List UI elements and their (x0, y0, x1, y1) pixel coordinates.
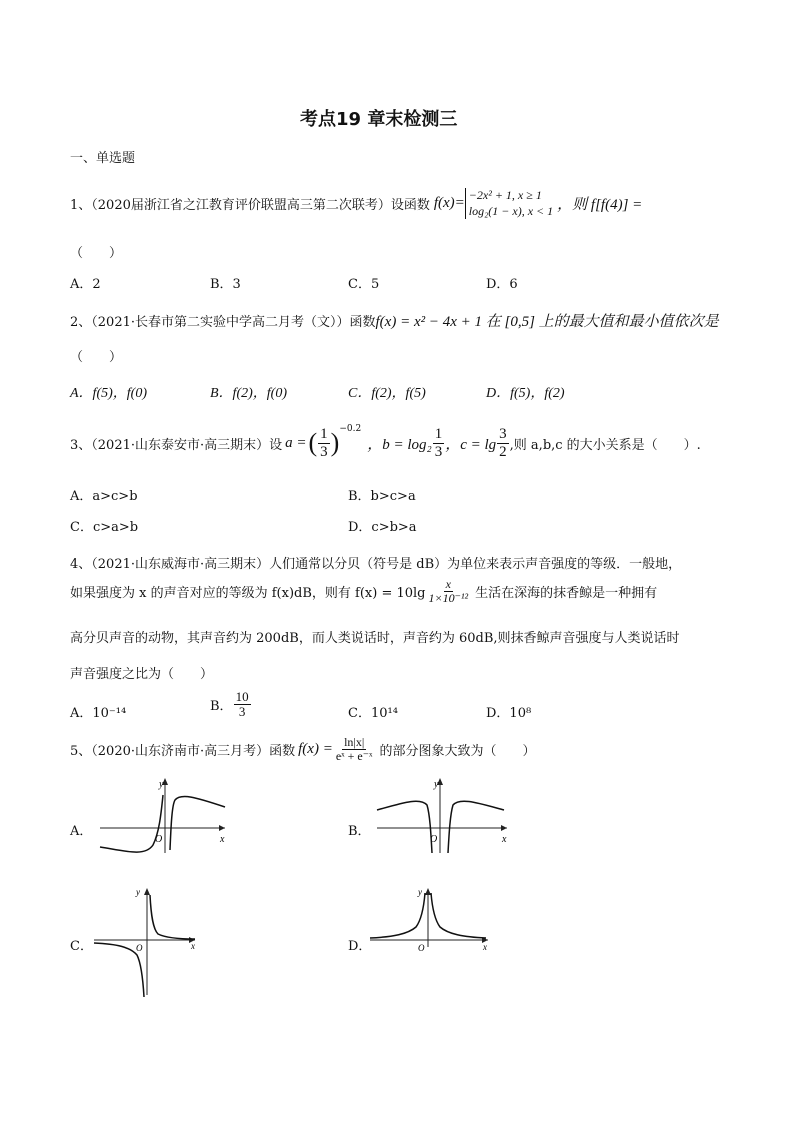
q4-line-1: 4、（2021·山东威海市·高三期末）人们通常以分贝（符号是 dB）为单位来表示声音强度的等级．一般地， (70, 557, 682, 572)
q3-option-a[interactable]: A．a>c>b (70, 489, 138, 504)
q5-option-c[interactable]: C． (70, 939, 93, 954)
q3-suffix: ,则 a,b,c 的大小关系是（ ）. (509, 437, 701, 453)
q2-paren: （ ） (70, 350, 123, 365)
q2-option-c[interactable]: C．f(2)，f(5) (348, 386, 426, 401)
q2-expr: f(x) = x² − 4x + 1 在 [0,5] 上的最大值和最小值依次是 (375, 314, 719, 330)
q3-option-d[interactable]: D．c>b>a (348, 520, 417, 535)
question-3 (70, 426, 701, 460)
q5-graph-b (372, 775, 512, 855)
q5-graph-a (95, 775, 235, 855)
q5-graph-a-origin: O (155, 834, 163, 845)
q4-option-b-fraction (234, 690, 251, 720)
q1-option-b[interactable]: B．3 (210, 277, 241, 292)
q2-prefix: 2、（2021·长春市第二实验中学高二月考（文））函数 (70, 315, 376, 330)
q3-option-c[interactable]: C．c>a>b (70, 520, 139, 535)
q3-b-den: 3 (434, 443, 443, 460)
q4-option-b-label: B． (210, 699, 233, 715)
q5-graph-c (92, 885, 202, 1000)
q3-left-paren: ( (308, 428, 318, 457)
q4-option-b-den: 3 (238, 704, 246, 720)
q1-paren: （ ） (70, 246, 123, 261)
q2-option-b[interactable]: B．f(2)，f(0) (210, 386, 287, 401)
q5-suffix: 的部分图象大致为（ ） (379, 744, 536, 760)
q3-c-fraction (497, 426, 509, 460)
q5-num: ln|x| (344, 735, 365, 749)
q3-b-num: 1 (434, 426, 443, 442)
q4-option-b-num: 10 (235, 689, 249, 704)
q4-option-d[interactable]: D．10⁸ (486, 706, 532, 721)
q1-func: f(x)= (433, 195, 465, 212)
q1-case-2: log₂(1 − x), x < 1 (468, 203, 554, 218)
q5-option-d[interactable]: D． (348, 939, 372, 954)
question-5 (70, 736, 536, 763)
q4-option-a[interactable]: A．10⁻¹⁴ (70, 706, 127, 721)
q5-graph-a-x-label: x (220, 834, 225, 845)
q1-option-d[interactable]: D．6 (486, 277, 518, 292)
q5-option-a[interactable]: A． (70, 824, 93, 839)
q5-func: f(x) = (298, 741, 333, 758)
q3-c-den: 2 (499, 443, 507, 460)
q5-graph-b-x-label: x (502, 834, 507, 845)
section-heading: 一、单选题 (70, 151, 136, 166)
q5-graph-d-x-label: x (483, 942, 487, 952)
q5-graph-c-y-label: y (136, 887, 140, 897)
question-1 (70, 188, 642, 219)
q5-graph-a-y-label: y (159, 779, 164, 790)
question-2 (70, 310, 719, 331)
q4-line-2a: 如果强度为 x 的声音对应的等级为 f(x)dB，则有 f(x) = 10lg (70, 586, 426, 602)
q5-graph-b-origin: O (430, 834, 438, 845)
q4-option-b[interactable] (210, 690, 252, 720)
q3-c-part: ，c = lg (445, 436, 497, 453)
q4-line-3: 高分贝声音的动物，其声音约为 200dB，而人类说话时，声音约为 60dB,则抹香鲸声音强度与人类说话时 (70, 631, 680, 646)
q3-a-fraction (318, 426, 330, 460)
q1-piecewise (465, 188, 553, 219)
q1-ask: ，则 f[f(4)] = (557, 197, 643, 214)
q1-option-c[interactable]: C．5 (348, 277, 380, 292)
q1-option-a[interactable]: A．2 (70, 277, 101, 292)
page-title: 考点19 章末检测三 (300, 109, 458, 130)
q5-option-b[interactable]: B． (348, 824, 371, 839)
q4-line-2 (70, 578, 657, 605)
q5-graph-d-y-label: y (418, 887, 422, 897)
q5-graph-d (368, 885, 493, 965)
q4-frac-den: 1×10⁻¹² (428, 591, 469, 606)
q5-fraction (334, 736, 375, 763)
q3-prefix: 3、（2021·山东泰安市·高三期末）设 (70, 437, 283, 453)
q3-c-num: 3 (499, 426, 507, 442)
q2-option-a[interactable]: A．f(5)，f(0) (70, 386, 147, 401)
q1-case-1: −2x² + 1, x ≥ 1 (468, 188, 542, 202)
q5-graph-c-x-label: x (191, 941, 195, 951)
q4-fraction (427, 578, 471, 605)
q5-graph-b-y-label: y (434, 779, 439, 790)
q5-den: eˣ + e⁻ˣ (335, 749, 373, 764)
q3-option-b[interactable]: B．b>c>a (348, 489, 416, 504)
q4-line-2b: 生活在深海的抹香鲸是一种拥有 (475, 586, 658, 602)
q3-b-fraction (433, 426, 445, 460)
q4-option-c[interactable]: C．10¹⁴ (348, 706, 398, 721)
q4-frac-num: x (445, 577, 451, 591)
q5-graph-c-origin: O (136, 943, 143, 953)
q3-a-exp: −0.2 (339, 424, 362, 434)
q3-b-part: ，b = log₂ (367, 436, 432, 453)
q3-right-paren: ) (330, 428, 340, 457)
q4-line-4: 声音强度之比为（ ） (70, 667, 214, 682)
q3-a-part: a = (285, 434, 307, 451)
q2-option-d[interactable]: D．f(5)，f(2) (486, 386, 565, 401)
q5-prefix: 5、（2020·山东济南市·高三月考）函数 (70, 744, 296, 760)
q3-a-num: 1 (320, 426, 328, 442)
q5-graph-d-origin: O (418, 943, 425, 953)
q3-a-den: 3 (320, 443, 328, 460)
q1-prefix: 1、（2020届浙江省之江教育评价联盟高三第二次联考）设函数 (70, 198, 430, 214)
